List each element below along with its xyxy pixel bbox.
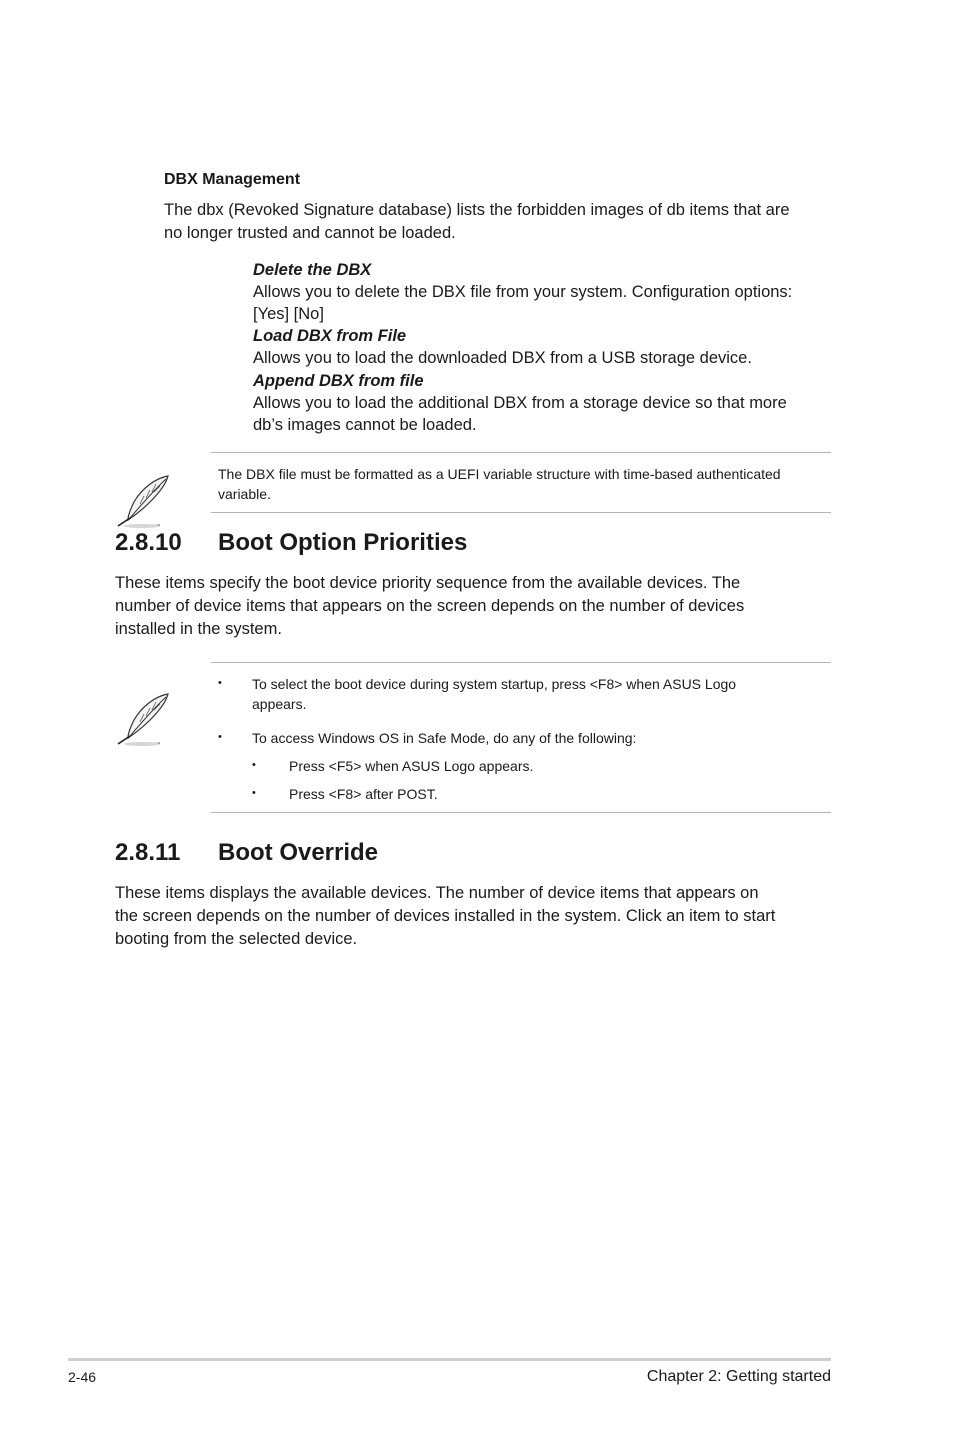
body-line: booting from the selected device. [115,930,358,948]
option-desc-line: Allows you to load the downloaded DBX from a USB storage device. [253,349,752,367]
note-bullet-line: appears. [252,696,307,712]
option-desc-line: db’s images cannot be loaded. [253,416,477,434]
note-bullet: To access Windows OS in Safe Mode, do any of the following: [252,730,637,746]
option-title-append-dbx: Append DBX from file [253,372,424,390]
feather-pen-icon [112,470,174,530]
note-bottom-rule [211,812,831,813]
body-line: the screen depends on the number of devices installed in the system. Click an item to start [115,907,776,925]
option-desc-line: [Yes] [No] [253,305,324,323]
note-bottom-rule [211,512,831,513]
body-line: These items specify the boot device priority sequence from the available devices. The [115,574,741,592]
note-top-rule [211,662,831,663]
note-sub-bullet: Press <F8> after POST. [289,786,438,802]
section-title: Boot Override [218,839,379,866]
option-title-load-dbx: Load DBX from File [253,327,407,345]
option-desc-append-dbx [253,392,787,436]
note-bullet-line: To select the boot device during system startup, press <F8> when ASUS Logo [252,676,737,692]
note-sub-bullet: Press <F5> when ASUS Logo appears. [289,758,534,774]
feather-pen-icon [112,688,174,748]
section-title: Boot Option Priorities [218,529,468,556]
option-desc-load-dbx [253,347,752,369]
bullet-dot: • [252,759,256,771]
option-desc-line: Allows you to delete the DBX file from your system. Configuration options: [253,283,793,301]
bullet-dot: • [252,787,256,799]
option-title-delete-dbx: Delete the DBX [253,261,372,279]
note-bullet [252,674,736,714]
bullet-dot: • [218,731,222,743]
note-line: The DBX file must be formatted as a UEFI variable structure with time-based authenticated [218,466,781,482]
note-line: variable. [218,486,271,502]
section-body [115,882,775,951]
section-body [115,572,744,641]
section-number: 2.8.11 [115,839,181,866]
dbx-intro-line: no longer trusted and cannot be loaded. [164,224,456,242]
dbx-heading: DBX Management [164,171,301,188]
section-number: 2.8.10 [115,529,182,556]
option-desc-line: Allows you to load the additional DBX from a storage device so that more [253,394,787,412]
dbx-intro-line: The dbx (Revoked Signature database) lists the forbidden images of db items that are [164,201,790,219]
chapter-label: Chapter 2: Getting started [646,1368,831,1385]
note-top-rule [211,452,831,453]
body-line: installed in the system. [115,620,282,638]
page-number: 2-46 [68,1369,97,1385]
dbx-note-text [218,464,781,504]
dbx-intro [164,199,790,245]
body-line: These items displays the available devices. The number of device items that appears on [115,884,759,902]
option-desc-delete-dbx [253,281,792,325]
body-line: number of device items that appears on the screen depends on the number of devices [115,597,745,615]
bullet-dot: • [218,677,222,689]
footer-rule [68,1358,831,1361]
